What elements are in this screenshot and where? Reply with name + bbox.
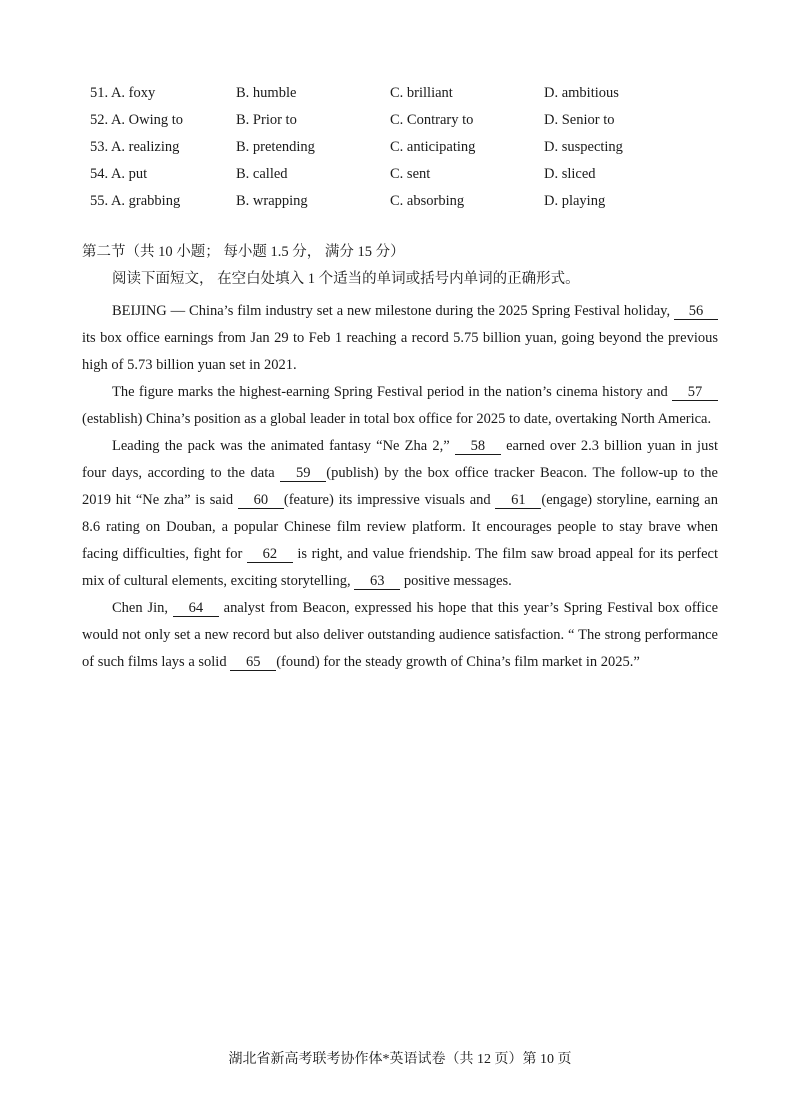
option-d: D. Senior to bbox=[544, 112, 615, 128]
option-c: C. Contrary to bbox=[390, 112, 474, 128]
blank-56[interactable]: 56 bbox=[674, 303, 718, 320]
option-c: C. anticipating bbox=[390, 139, 476, 155]
option-b: B. pretending bbox=[236, 139, 315, 155]
option-d: D. playing bbox=[544, 193, 606, 209]
blank-60[interactable]: 60 bbox=[238, 492, 284, 509]
passage-text: (feature) its impressive visuals and bbox=[283, 492, 496, 508]
question-54 bbox=[90, 161, 750, 188]
passage-text: (engage) storyline, earning an 8.6 rating on Douban, a popular Chinese film review platform. It encourages people to stay brave when facing difficulties, fight for bbox=[82, 492, 718, 562]
passage-text: its box office earnings from Jan 29 to Feb 1 reaching a record 5.75 billion yuan, going beyond the previous high of 5.73 billion yuan set in 2021. bbox=[82, 330, 718, 373]
passage-text: earned over 2.3 billion yuan in just four days, according to the data bbox=[82, 438, 718, 481]
blank-64[interactable]: 64 bbox=[173, 600, 219, 617]
passage-text: Chen Jin, bbox=[112, 600, 173, 616]
section-instruction: 阅读下面短文， 在空白处填入 1 个适当的单词或括号内单词的正确形式。 bbox=[112, 271, 580, 287]
blank-61[interactable]: 61 bbox=[495, 492, 541, 509]
blank-62[interactable]: 62 bbox=[247, 546, 293, 563]
blank-58[interactable]: 58 bbox=[455, 438, 501, 455]
passage-text: BEIJING — China’s film industry set a new milestone during the 2025 Spring Festival holiday, bbox=[112, 303, 674, 319]
paragraph-3 bbox=[82, 433, 718, 595]
passage-text: Leading the pack was the animated fantasy “Ne Zha 2,” bbox=[112, 438, 455, 454]
multiple-choice-options bbox=[90, 80, 750, 215]
option-d: D. ambitious bbox=[544, 85, 619, 101]
option-c: C. absorbing bbox=[390, 193, 465, 209]
option-c: C. sent bbox=[390, 166, 431, 182]
option-d: D. sliced bbox=[544, 166, 596, 182]
blank-59[interactable]: 59 bbox=[280, 465, 326, 482]
passage-text: is right, and value friendship. The film saw broad appeal for its perfect mix of cultural elements, exciting storytelling, bbox=[82, 546, 718, 589]
option-a: 55. A. grabbing bbox=[90, 193, 181, 209]
blank-57[interactable]: 57 bbox=[672, 384, 718, 401]
paragraph-2 bbox=[82, 379, 718, 433]
passage-text: positive messages. bbox=[400, 573, 512, 589]
passage-text: analyst from Beacon, expressed his hope that this year’s Spring Festival box office would not only set a new record but also deliver outstanding audience satisfaction. “ The strong performance of such films lays a solid bbox=[82, 600, 719, 670]
question-55 bbox=[90, 188, 750, 215]
option-b: B. called bbox=[236, 166, 288, 182]
question-51 bbox=[90, 80, 750, 107]
question-52 bbox=[90, 107, 750, 134]
option-a: 52. A. Owing to bbox=[90, 112, 184, 128]
option-a: 54. A. put bbox=[90, 166, 148, 182]
section-title: 第二节（共 10 小题； 每小题 1.5 分， 满分 15 分） bbox=[82, 244, 405, 260]
option-b: B. wrapping bbox=[236, 193, 308, 209]
question-53 bbox=[90, 134, 750, 161]
passage-text: (publish) by the box office tracker Beacon. The follow-up to the 2019 hit “Ne zha” is said bbox=[82, 465, 718, 508]
passage-text: The figure marks the highest-earning Spring Festival period in the nation’s cinema history and bbox=[112, 384, 672, 400]
paragraph-1 bbox=[82, 298, 718, 379]
reading-passage bbox=[82, 298, 718, 676]
page-footer: 湖北省新高考联考协作体*英语试卷（共 12 页）第 10 页 bbox=[228, 1052, 572, 1067]
passage-text: (found) for the steady growth of China’s film market in 2025.” bbox=[276, 654, 640, 670]
option-b: B. Prior to bbox=[236, 112, 297, 128]
option-b: B. humble bbox=[236, 85, 297, 101]
paragraph-4 bbox=[82, 595, 718, 676]
option-a: 51. A. foxy bbox=[90, 85, 156, 101]
option-a: 53. A. realizing bbox=[90, 139, 180, 155]
passage-text: (establish) China’s position as a global leader in total box office for 2025 to date, overtaking North America. bbox=[82, 411, 712, 427]
blank-65[interactable]: 65 bbox=[230, 654, 276, 671]
option-d: D. suspecting bbox=[544, 139, 623, 155]
blank-63[interactable]: 63 bbox=[354, 573, 400, 590]
option-c: C. brilliant bbox=[390, 85, 453, 101]
